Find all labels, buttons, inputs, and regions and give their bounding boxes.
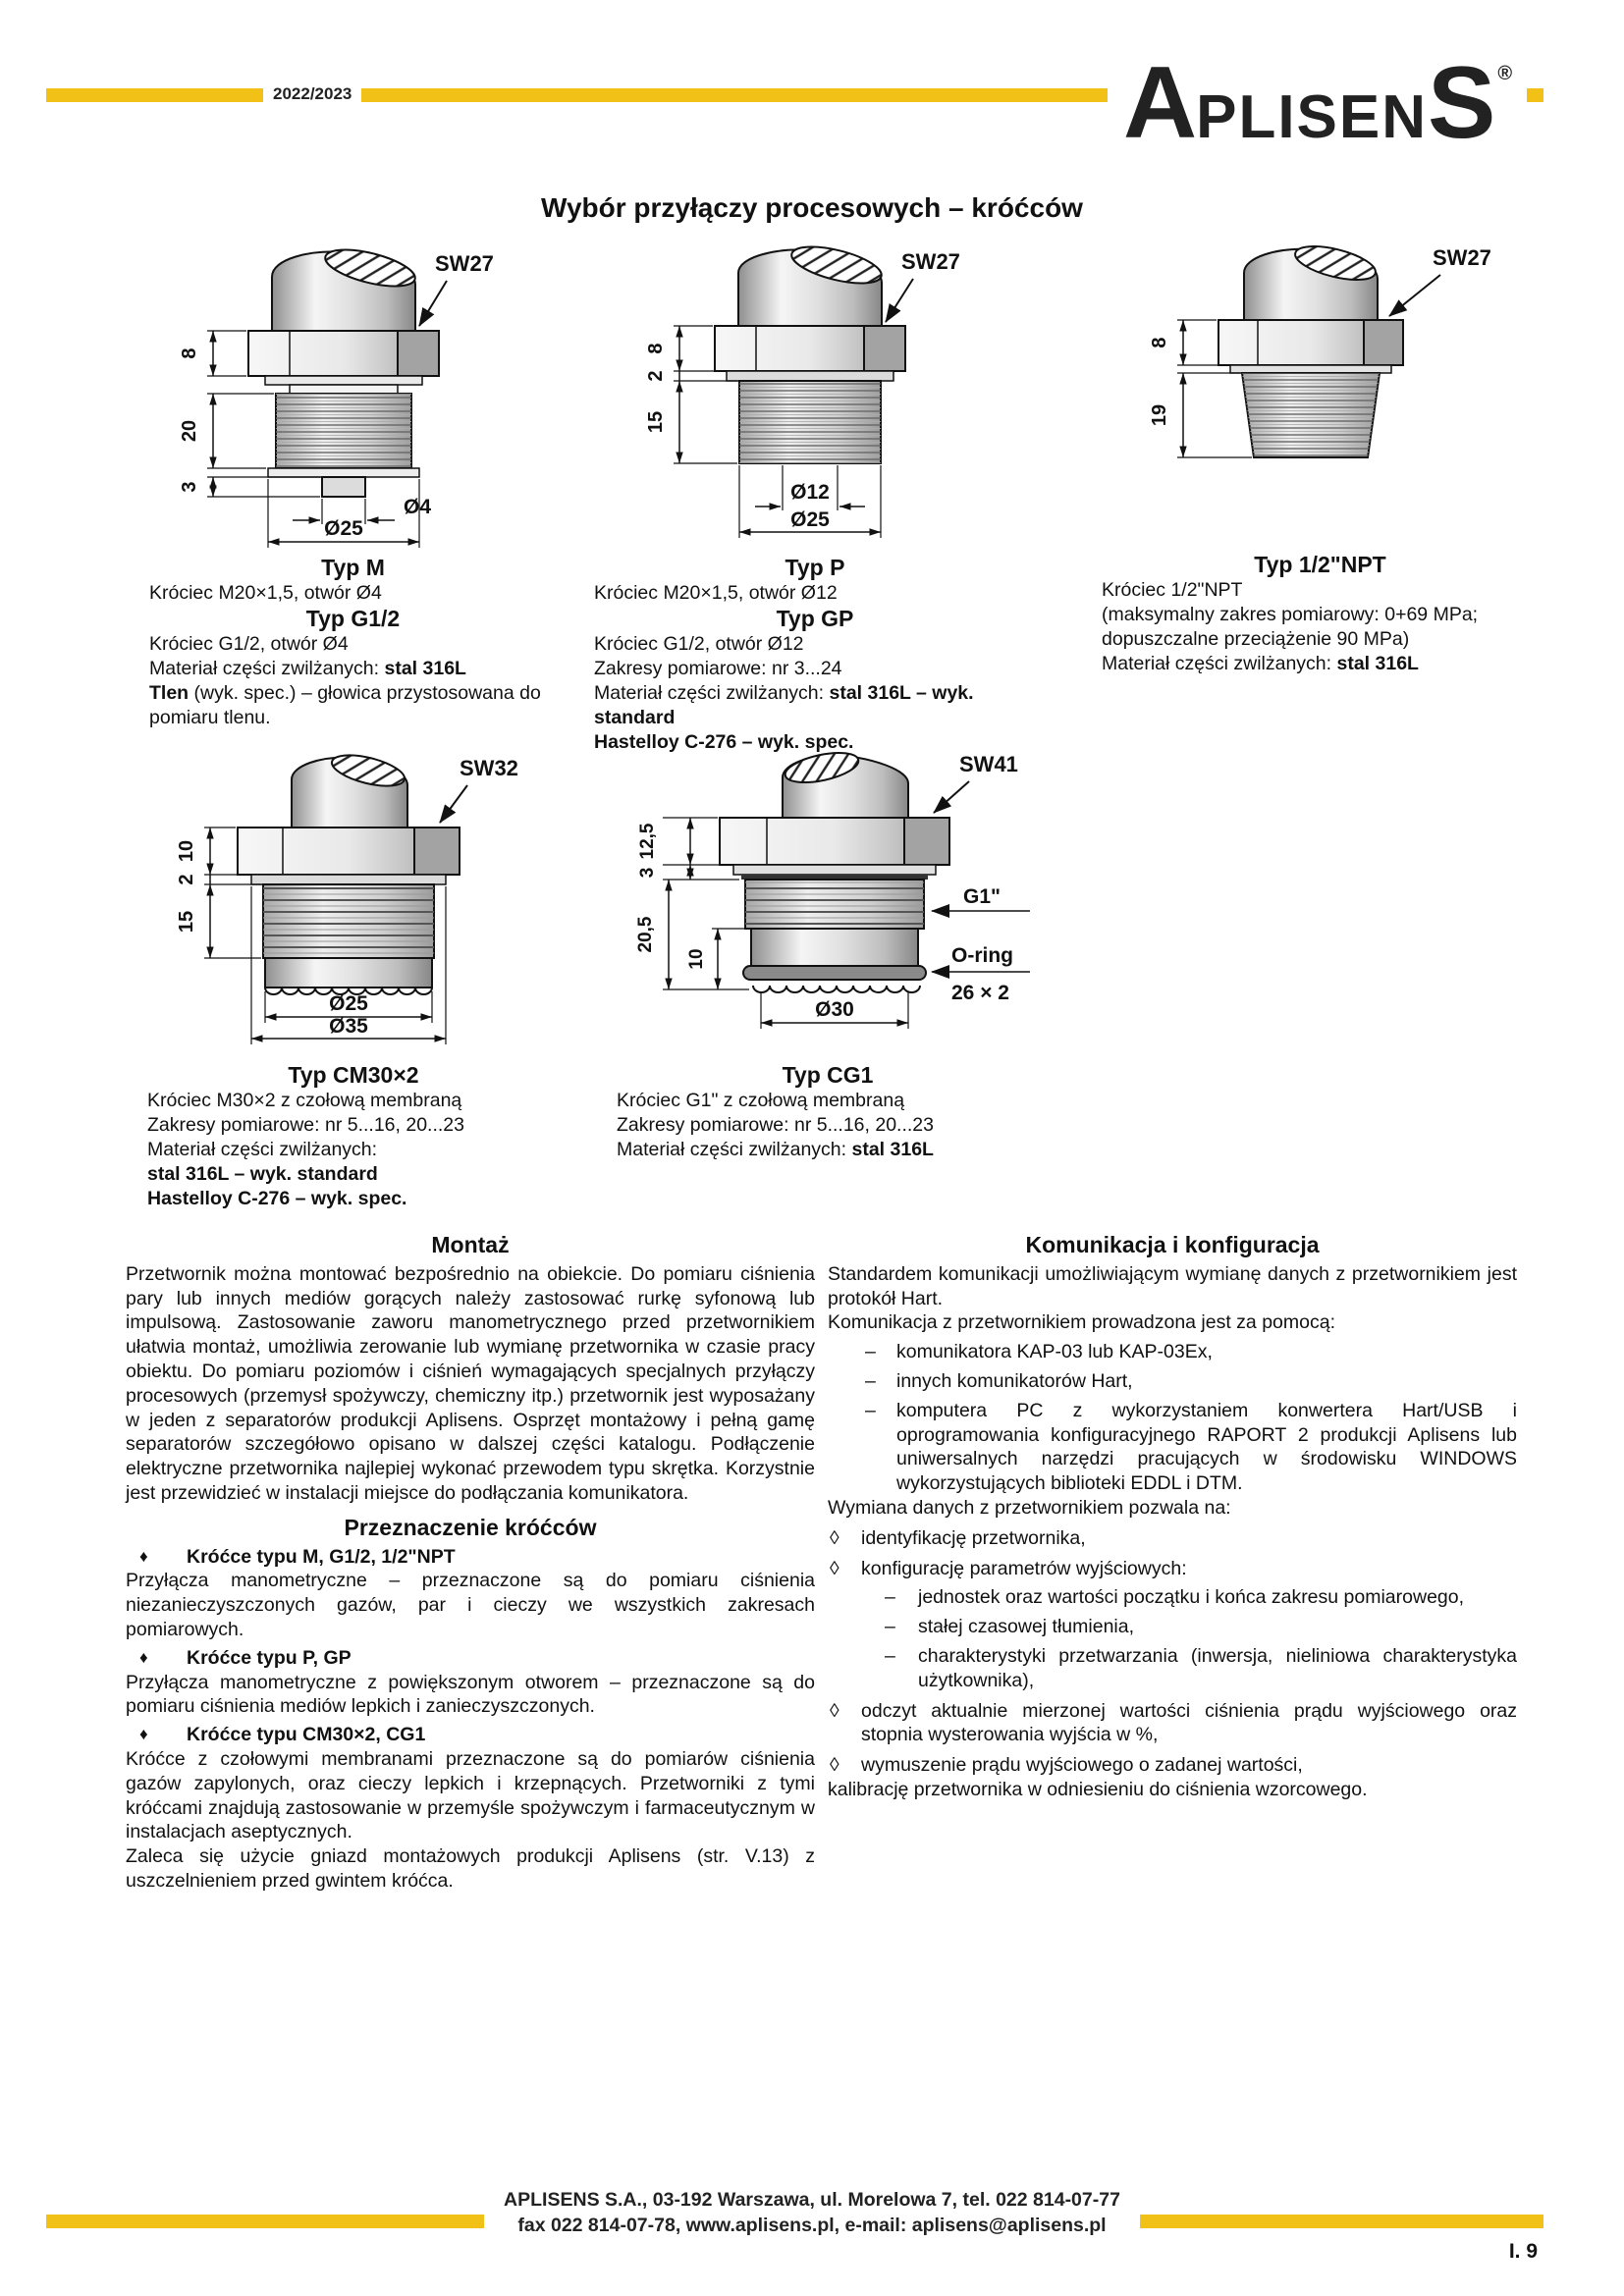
footer-line-2: fax 022 814-07-78, www.aplisens.pl, e-mail: aplisens@aplisens.pl (517, 2215, 1107, 2236)
diamond-icon: ◊ (830, 1557, 839, 1579)
diamond-icon: ◊ (830, 1526, 839, 1549)
paragraph: Komunikacja z przetwornikiem prowadzona jest za pomocą: (828, 1311, 1335, 1334)
type-title: Typ GP (776, 606, 854, 631)
caption-typ-cm30 (147, 1062, 560, 1211)
dim-2: 2 (176, 874, 197, 885)
dash-icon: – (885, 1644, 895, 1667)
sw-label: SW41 (959, 752, 1018, 776)
dash-icon: – (885, 1616, 895, 1638)
dash-icon: – (865, 1369, 876, 1392)
list-item: – stałej czasowej tłumienia, (885, 1616, 1135, 1638)
dim-10: 10 (686, 948, 707, 970)
caption-line: Króciec M20×1,5, otwór Ø4 (149, 582, 382, 604)
list-item: – jednostek oraz wartości początku i końca zakresu pomiarowego, (885, 1586, 1465, 1609)
aplisens-logo (1108, 41, 1527, 160)
caption-typ-p (594, 555, 1036, 755)
dim-20-5: 20,5 (635, 916, 656, 953)
type-title: Typ CG1 (782, 1062, 874, 1088)
dim-15: 15 (645, 410, 667, 434)
dash-icon: – (865, 1399, 876, 1421)
caption-line: Tlen (wyk. spec.) – głowica przystosowana do pomiaru tlenu. (149, 682, 541, 728)
logo-letter-s: S (1428, 45, 1495, 160)
paragraph: kalibrację przetwornika w odniesieniu do ciśnienia wzorcowego. (828, 1778, 1368, 1800)
caption-line: Zakresy pomiarowe: nr 5...16, 20...23 (147, 1114, 464, 1136)
dim-19: 19 (1149, 403, 1170, 427)
list-item: – komputera PC z wykorzystaniem konwertera Hart/USB i oprogramowania konfiguracyjnego RAPORT 2 produkcji Aplisens lub uniwersalnych narzędzi pracujących w środowisku WINDOWS wykorzystujących biblioteki EDDL i DTM. (865, 1399, 1517, 1495)
section-heading: Montaż (431, 1232, 510, 1257)
caption-line: stal 316L – wyk. standard (147, 1163, 378, 1185)
type-title: Typ 1/2"NPT (1254, 552, 1386, 577)
caption-line: Zakresy pomiarowe: nr 5...16, 20...23 (617, 1114, 934, 1136)
list-item: – charakterystyki przetwarzania (inwersja, nieliniowa charakterystyka użytkownika), (885, 1644, 1517, 1691)
dia-25: Ø25 (324, 517, 363, 540)
dim-8: 8 (1149, 337, 1170, 348)
dia-35: Ø35 (329, 1015, 368, 1038)
list-item: ◊ odczyt aktualnie mierzonej wartości ciśnienia prądu wyjściowego oraz stopnia wysterowania wyjścia w %, (830, 1699, 1517, 1746)
washer (733, 865, 936, 875)
washer (727, 371, 893, 381)
dim-10: 10 (176, 839, 197, 863)
type-title: Typ P (785, 555, 845, 580)
caption-line: (maksymalny zakres pomiarowy: 0+69 MPa; (1102, 604, 1479, 625)
drawing-typ-cg1 (614, 744, 1036, 1058)
page-number: I. 9 (1508, 2240, 1538, 2263)
caption-line: Materiał części zwilżanych: stal 316L – wyk. standard (594, 682, 974, 728)
washer (251, 875, 446, 884)
registered-mark: ® (1497, 62, 1512, 84)
type-title: Typ G1/2 (305, 606, 401, 631)
caption-line: Hastelloy C-276 – wyk. spec. (594, 731, 854, 753)
dia-4: Ø4 (404, 496, 432, 518)
page-title: Wybór przyłączy procesowych – króćców (541, 192, 1083, 223)
sw-label: SW27 (1433, 245, 1491, 270)
caption-typ-m (149, 555, 557, 730)
dia-25: Ø25 (790, 508, 830, 531)
paragraph: Standardem komunikacji umożliwiającym wymianę danych z przetwornikiem jest protokół Hart. (828, 1262, 1517, 1309)
caption-line: Króciec M20×1,5, otwór Ø12 (594, 582, 838, 604)
list-item: – innych komunikatorów Hart, (865, 1369, 1133, 1392)
diamond-icon: ◊ (830, 1754, 839, 1777)
bullet-icon: ♦ (139, 1725, 148, 1744)
caption-line: Materiał części zwilżanych: (147, 1139, 378, 1160)
caption-line: Hastelloy C-276 – wyk. spec. (147, 1188, 407, 1209)
caption-line: Króciec G1/2, otwór Ø4 (149, 633, 349, 655)
dia-25: Ø25 (329, 992, 368, 1015)
caption-line: Materiał części zwilżanych: stal 316L (149, 658, 466, 679)
dia-12: Ø12 (790, 481, 830, 504)
bullet-icon: ♦ (139, 1647, 148, 1667)
drawing-typ-npt (1095, 234, 1517, 558)
diamond-icon: ◊ (830, 1699, 839, 1722)
section-heading: Przeznaczenie króćców (344, 1514, 597, 1540)
caption-line: Zakresy pomiarowe: nr 3...24 (594, 658, 842, 679)
dim-15: 15 (176, 910, 197, 934)
caption-typ-npt (1102, 552, 1539, 676)
bullet-text: Króćce z czołowymi membranami przeznaczone są do pomiarów ciśnienia gazów zapylonych, oraz cieczy lepkich i krzepnących. Przetworniki z tymi króćcami znajdują zastosowanie w przemyśle spożywczym i farmaceutycznym w instalacjach aseptycznych. (126, 1747, 815, 1843)
caption-line: Materiał części zwilżanych: stal 316L (1102, 653, 1419, 674)
list-item: – komunikatora KAP-03 lub KAP-03Ex, (865, 1341, 1213, 1363)
bullet-text: Przyłącza manometryczne – przeznaczone są do pomiaru ciśnienia niezanieczyszczonych gazów, par i cieczy we wszystkich zakresach pomiarowych. (126, 1570, 815, 1640)
bullet-icon: ♦ (139, 1546, 148, 1566)
edition-year: 2022/2023 (263, 80, 361, 108)
list-item: ◊ identyfikację przetwornika, (830, 1526, 1086, 1549)
bullet-title: ♦ Króćce typu P, GP (139, 1646, 352, 1669)
dim-8: 8 (645, 343, 667, 354)
logo-mid: PLISEN (1196, 83, 1429, 152)
o-ring-size: 26 × 2 (951, 982, 1009, 1004)
footer-line-1: APLISENS S.A., 03-192 Warszawa, ul. Morelowa 7, tel. 022 814-07-77 (504, 2189, 1120, 2211)
bullet-title: ♦ Króćce typu M, G1/2, 1/2"NPT (139, 1545, 456, 1568)
type-title: Typ M (321, 555, 385, 580)
paragraph: Przetwornik można montować bezpośrednio na obiekcie. Do pomiaru ciśnienia pary lub innych mediów gorących należy zastosować rurkę syfonową lub impulsową. Zastosowanie zaworu manometrycznego przed przetwornikiem ułatwia montaż, umożliwia zerowanie lub wymianę przetwornika w czasie pracy obiektu. Do pomiaru poziomów i ciśnień wymagających specjalnych przyłączy procesowych (przemysł spożywczy, chemiczny itp.) przetwornik jest wyposażany w jeden z separatorów produkcji Aplisens. Osprzęt montażowy i pełną gamę separatorów szczegółowo opisano w dalszej części katalogu. Podłączenie elektryczne przetwornika najlepiej wykonać przewodem typu skrętka. Korzystnie jest przewidzieć w instalacji miejsce do podłączania komunikatora. (126, 1262, 815, 1504)
dim-8: 8 (179, 347, 200, 359)
dim-20: 20 (179, 419, 200, 443)
sw-label: SW32 (460, 756, 518, 780)
membrane-cylinder (265, 958, 432, 988)
logo-letter-a: A (1123, 45, 1197, 160)
footer-address (484, 2187, 1140, 2238)
caption-line: Króciec M30×2 z czołową membraną (147, 1090, 462, 1111)
caption-typ-cg1 (617, 1062, 1039, 1162)
sw-label: SW27 (901, 249, 960, 274)
dim-3: 3 (637, 867, 658, 879)
paragraph: Wymiana danych z przetwornikiem pozwala na: (828, 1496, 1231, 1519)
caption-line: Króciec G1" z czołową membraną (617, 1090, 905, 1111)
section-heading: Komunikacja i konfiguracja (1025, 1232, 1320, 1257)
dim-3: 3 (179, 481, 200, 493)
dia-30: Ø30 (815, 998, 854, 1021)
dash-icon: – (865, 1341, 876, 1363)
sw-label: SW27 (435, 251, 494, 276)
dim-12-5: 12,5 (637, 823, 658, 860)
membrane-scallop (753, 986, 920, 992)
bullet-title: ♦ Króćce typu CM30×2, CG1 (139, 1724, 426, 1746)
drawing-typ-p (589, 238, 982, 561)
dash-icon: – (885, 1586, 895, 1609)
drawing-typ-cm30 (128, 744, 520, 1058)
type-title: Typ CM30×2 (288, 1062, 419, 1088)
caption-line: Materiał części zwilżanych: stal 316L (617, 1139, 934, 1160)
dim-2: 2 (645, 370, 667, 382)
list-item: ◊ wymuszenie prądu wyjściowego o zadanej wartości, (830, 1754, 1303, 1777)
drawing-typ-m (123, 238, 515, 561)
section-komunikacja (828, 1233, 1517, 1802)
caption-line: dopuszczalne przeciążenie 90 MPa) (1102, 628, 1410, 650)
note-text: Zaleca się użycie gniazd montażowych produkcji Aplisens (str. V.13) z uszczelnieniem przed gwintem króćca. (126, 1845, 815, 1892)
caption-line: Króciec 1/2"NPT (1102, 579, 1243, 601)
bullet-text: Przyłącza manometryczne z powiększonym otworem – przeznaczone są do pomiaru ciśnienia mediów lepkich i zanieczyszczonych. (126, 1671, 815, 1718)
list-item: ◊ konfigurację parametrów wyjściowych: (830, 1557, 1187, 1579)
tip (322, 477, 365, 497)
section-montaz (126, 1233, 815, 1894)
caption-line: Króciec G1/2, otwór Ø12 (594, 633, 804, 655)
o-ring-label: O-ring (951, 944, 1013, 967)
thread-g1-label: G1" (963, 885, 1001, 908)
o-ring (743, 966, 926, 980)
